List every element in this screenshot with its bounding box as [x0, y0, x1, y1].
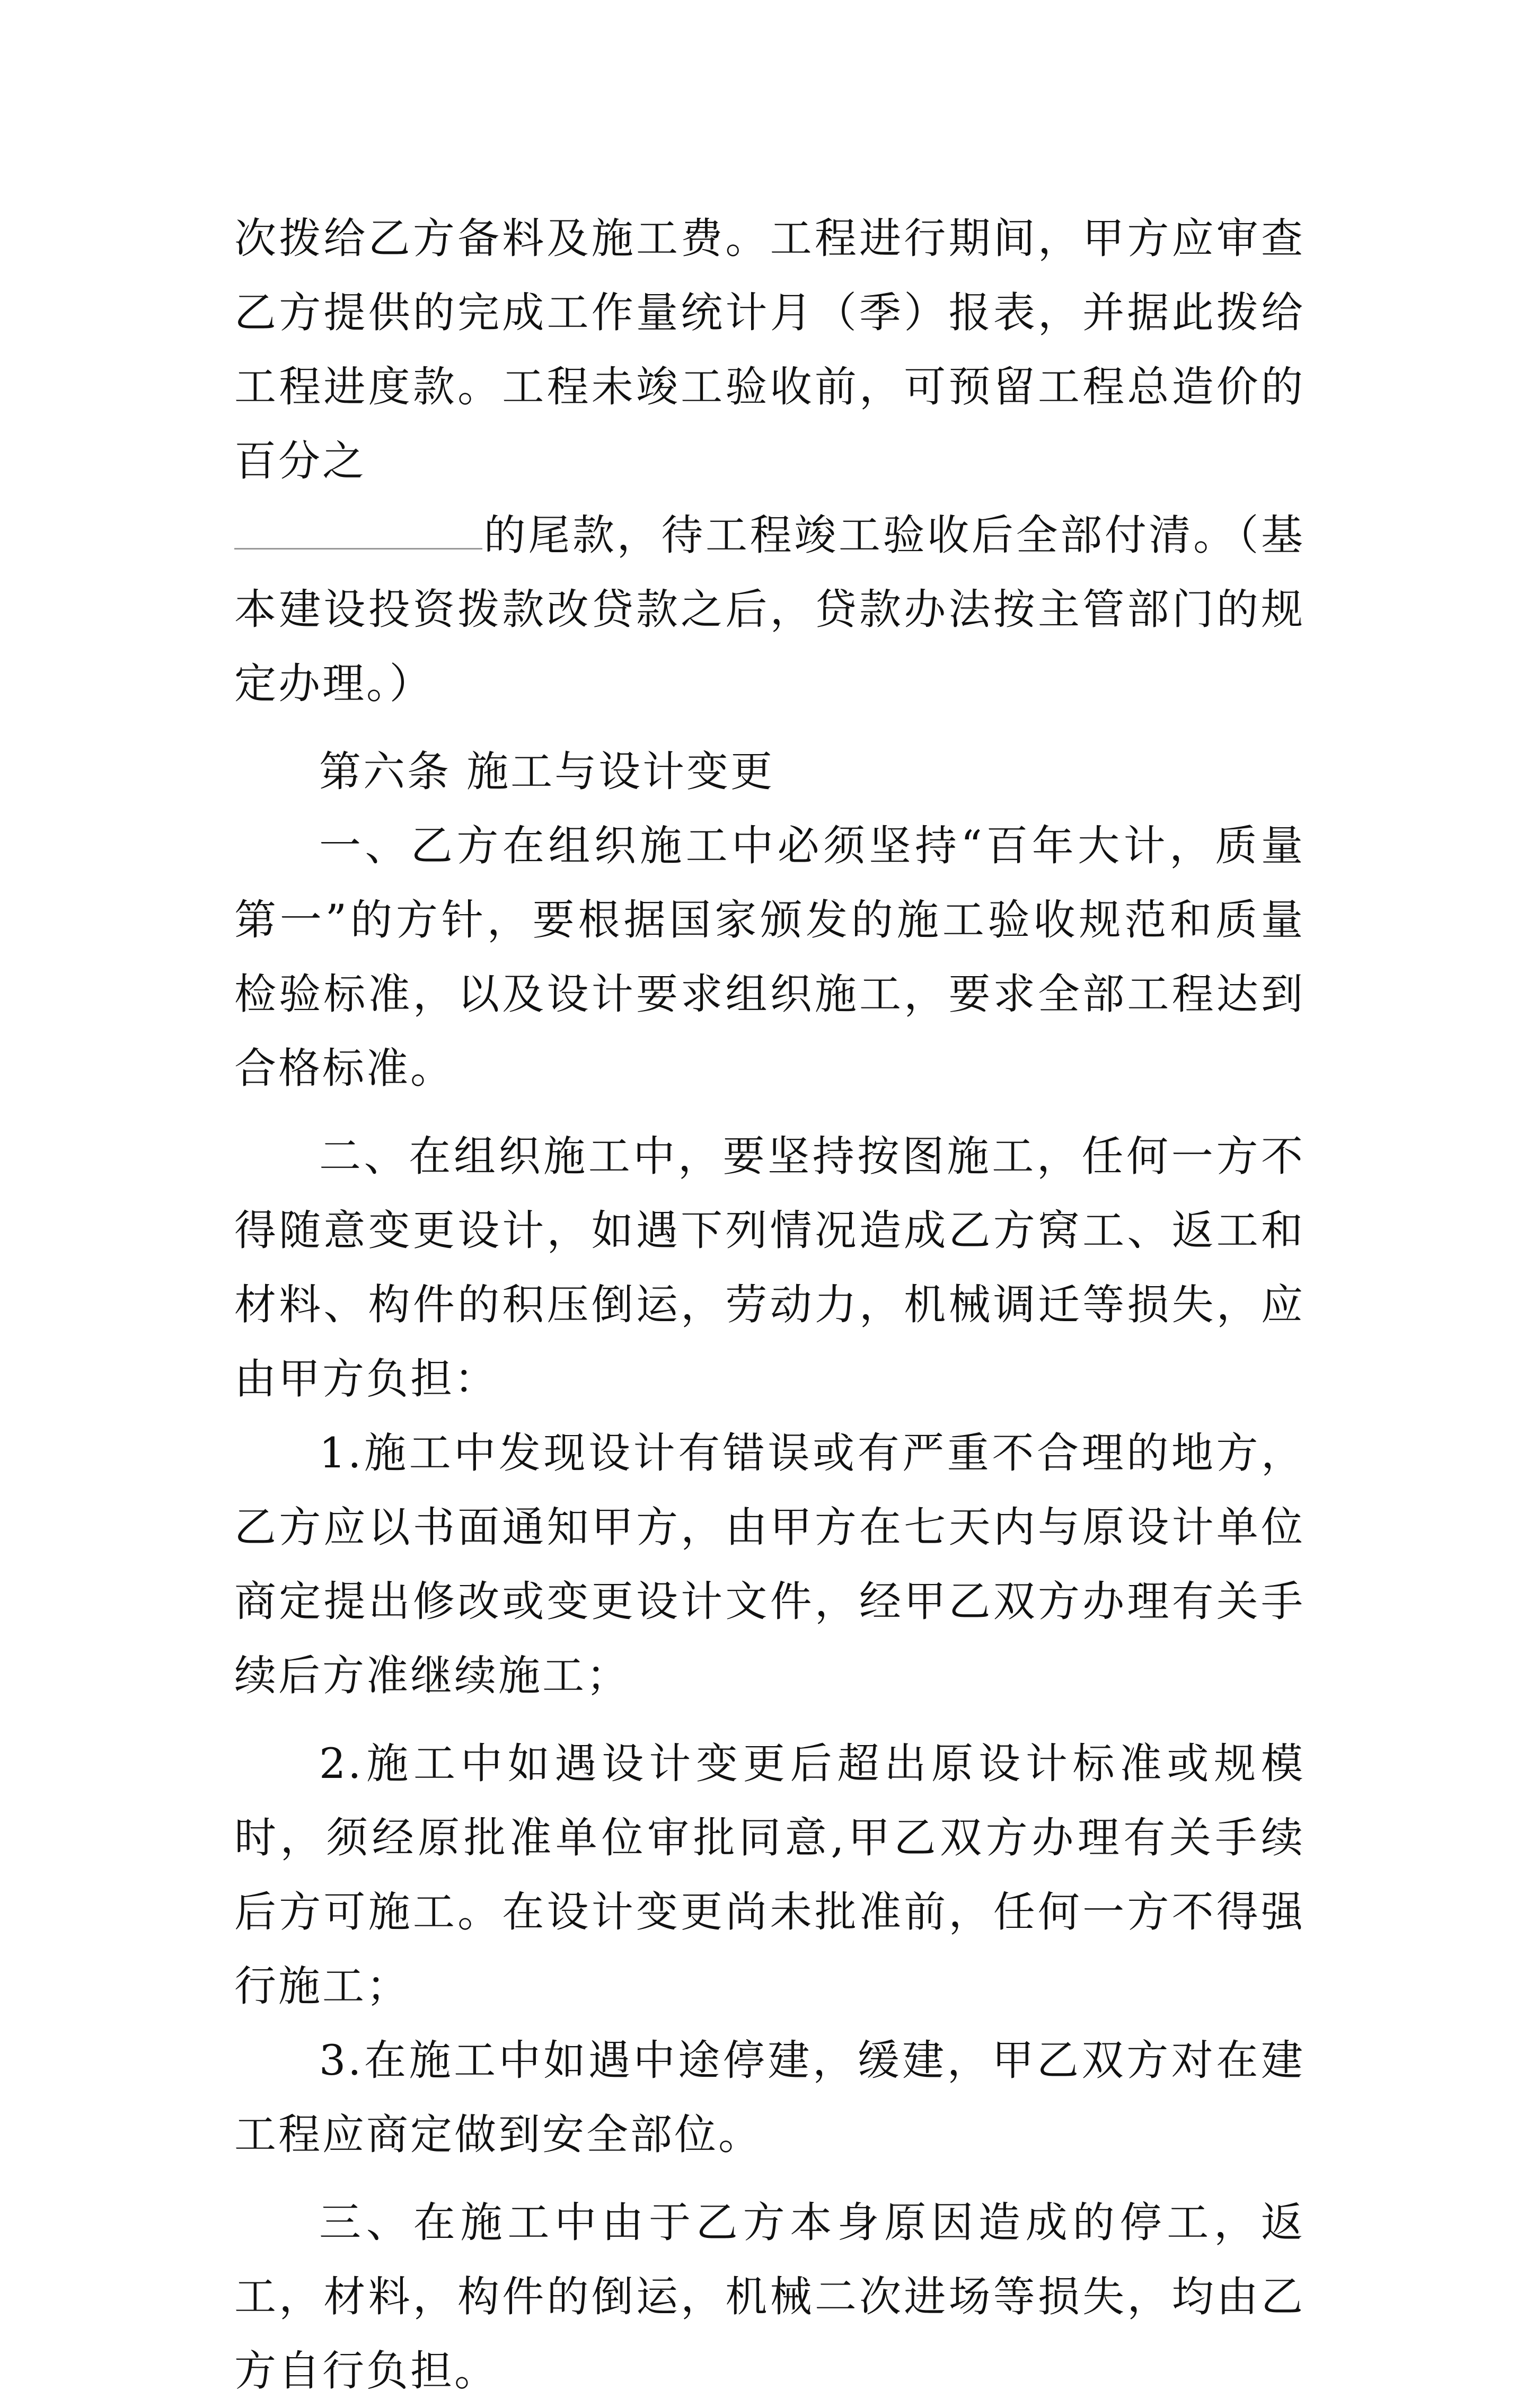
percentage-blank: [234, 516, 482, 550]
clause-2: 二、在组织施工中，要坚持按图施工，任何一方不得随意变更设计，如遇下列情况造成乙方窝工、返工和材料、构件的积压倒运，劳动力，机械调迁等损失，应由甲方负担：: [234, 1132, 1305, 1403]
clause-3: 三、在施工中由于乙方本身原因造成的停工，返工，材料，构件的倒运，机械二次进场等损失，均由乙方自行负担。: [234, 2198, 1305, 2395]
payment-text: 次拨给乙方备料及施工费。工程进行期间，甲方应审查乙方提供的完成工作量统计月（季）报表，并据此拨给工程进度款。工程未竣工验收前，可预留工程总造价的百分之: [234, 214, 1305, 485]
document-body: [234, 201, 1305, 2408]
payment-paragraph: [234, 201, 1305, 721]
sub-clause-1: 1.施工中发现设计有错误或有严重不合理的地方，乙方应以书面通知甲方，由甲方在七天内与原设计单位商定提出修改或变更设计文件，经甲乙双方办理有关手续后方准继续施工；: [234, 1429, 1305, 1700]
payment-text-continued: 的尾款，待工程竣工验收后全部付清。（基本建设投资拨款改贷款之后，贷款办法按主管部门的规定办理。）: [234, 511, 1305, 708]
article-heading: 第六条 施工与设计变更: [319, 747, 775, 796]
sub-clause-3: 3.在施工中如遇中途停建，缓建，甲乙双方对在建工程应商定做到安全部位。: [234, 2036, 1305, 2159]
clause-1: 一、乙方在组织施工中必须坚持“百年大计，质量第一”的方针，要根据国家颁发的施工验收规范和质量检验标准，以及设计要求组织施工，要求全部工程达到合格标准。: [234, 821, 1305, 1093]
sub-clause-2: 2.施工中如遇设计变更后超出原设计标准或规模时，须经原批准单位审批同意,甲乙双方办理有关手续后方可施工。在设计变更尚未批准前，任何一方不得强行施工；: [234, 1739, 1305, 2011]
